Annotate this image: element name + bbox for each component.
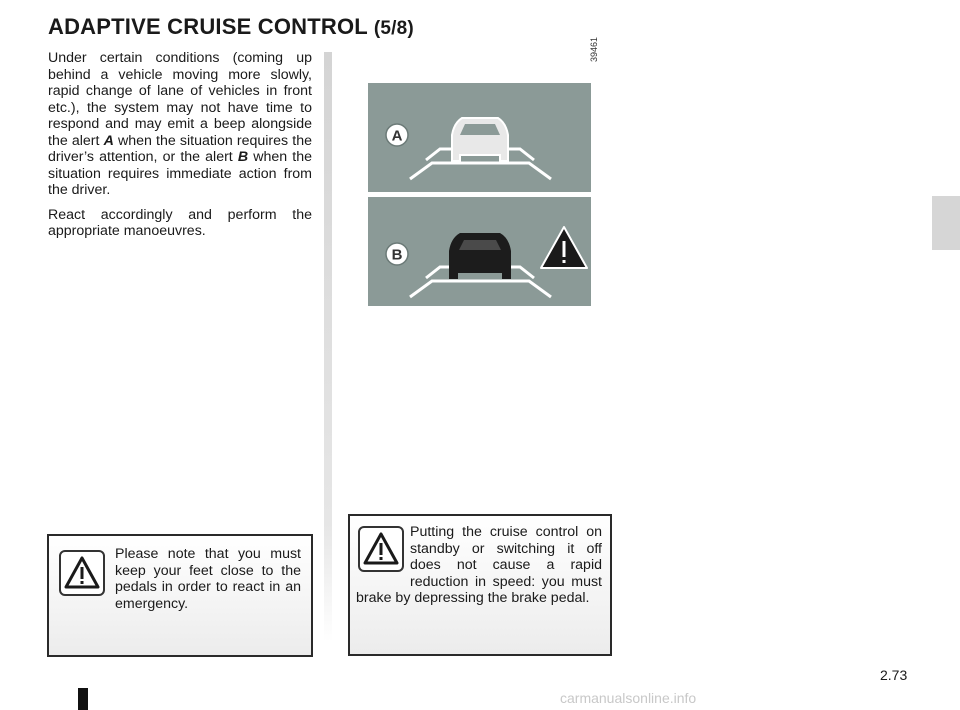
- warning-triangle-icon: [59, 550, 105, 596]
- paragraph-1: Under certain conditions (coming up behind a vehicle moving more slowly, rapid change of lane of vehicles in front etc.), the system may not have time to respond and may emit a beep alongside the alert A when the situation requires the driver’s attention, or the alert B when the situation requires immediate action from the driver.: [48, 50, 312, 198]
- panel-a-label: A: [391, 127, 403, 145]
- warning-text-feet: Please note that you must keep your feet close to the pedals in order to react in an emergency.: [115, 546, 301, 612]
- warning-box-standby: [348, 514, 612, 656]
- watermark: carmanualsonline.info: [560, 690, 697, 706]
- section-tab: [932, 196, 960, 250]
- paragraph-2: React accordingly and perform the appropriate manoeuvres.: [48, 206, 312, 239]
- corner-mark: [78, 688, 88, 710]
- column-divider: [324, 52, 332, 642]
- warning-text-standby: Putting the cruise control on standby or switching it off does not cause a rapid reduction in speed: you must brake by depressing the brake pedal.: [356, 524, 602, 606]
- title-text: ADAPTIVE CRUISE CONTROL: [48, 14, 368, 39]
- page-marker: (5/8): [373, 18, 414, 39]
- page-title: [48, 14, 414, 40]
- page-number: 2.73: [880, 667, 908, 683]
- alert-panel-a: [368, 83, 591, 192]
- panel-b-label: B: [391, 246, 403, 264]
- car-filled-icon: [368, 197, 591, 306]
- alert-panel-b: [368, 197, 591, 306]
- warning-box-feet: [47, 534, 313, 657]
- warning-triangle-icon: [541, 227, 587, 268]
- figure-code: 39461: [589, 36, 599, 62]
- car-outline-icon: [368, 83, 591, 192]
- body-text: [48, 50, 312, 248]
